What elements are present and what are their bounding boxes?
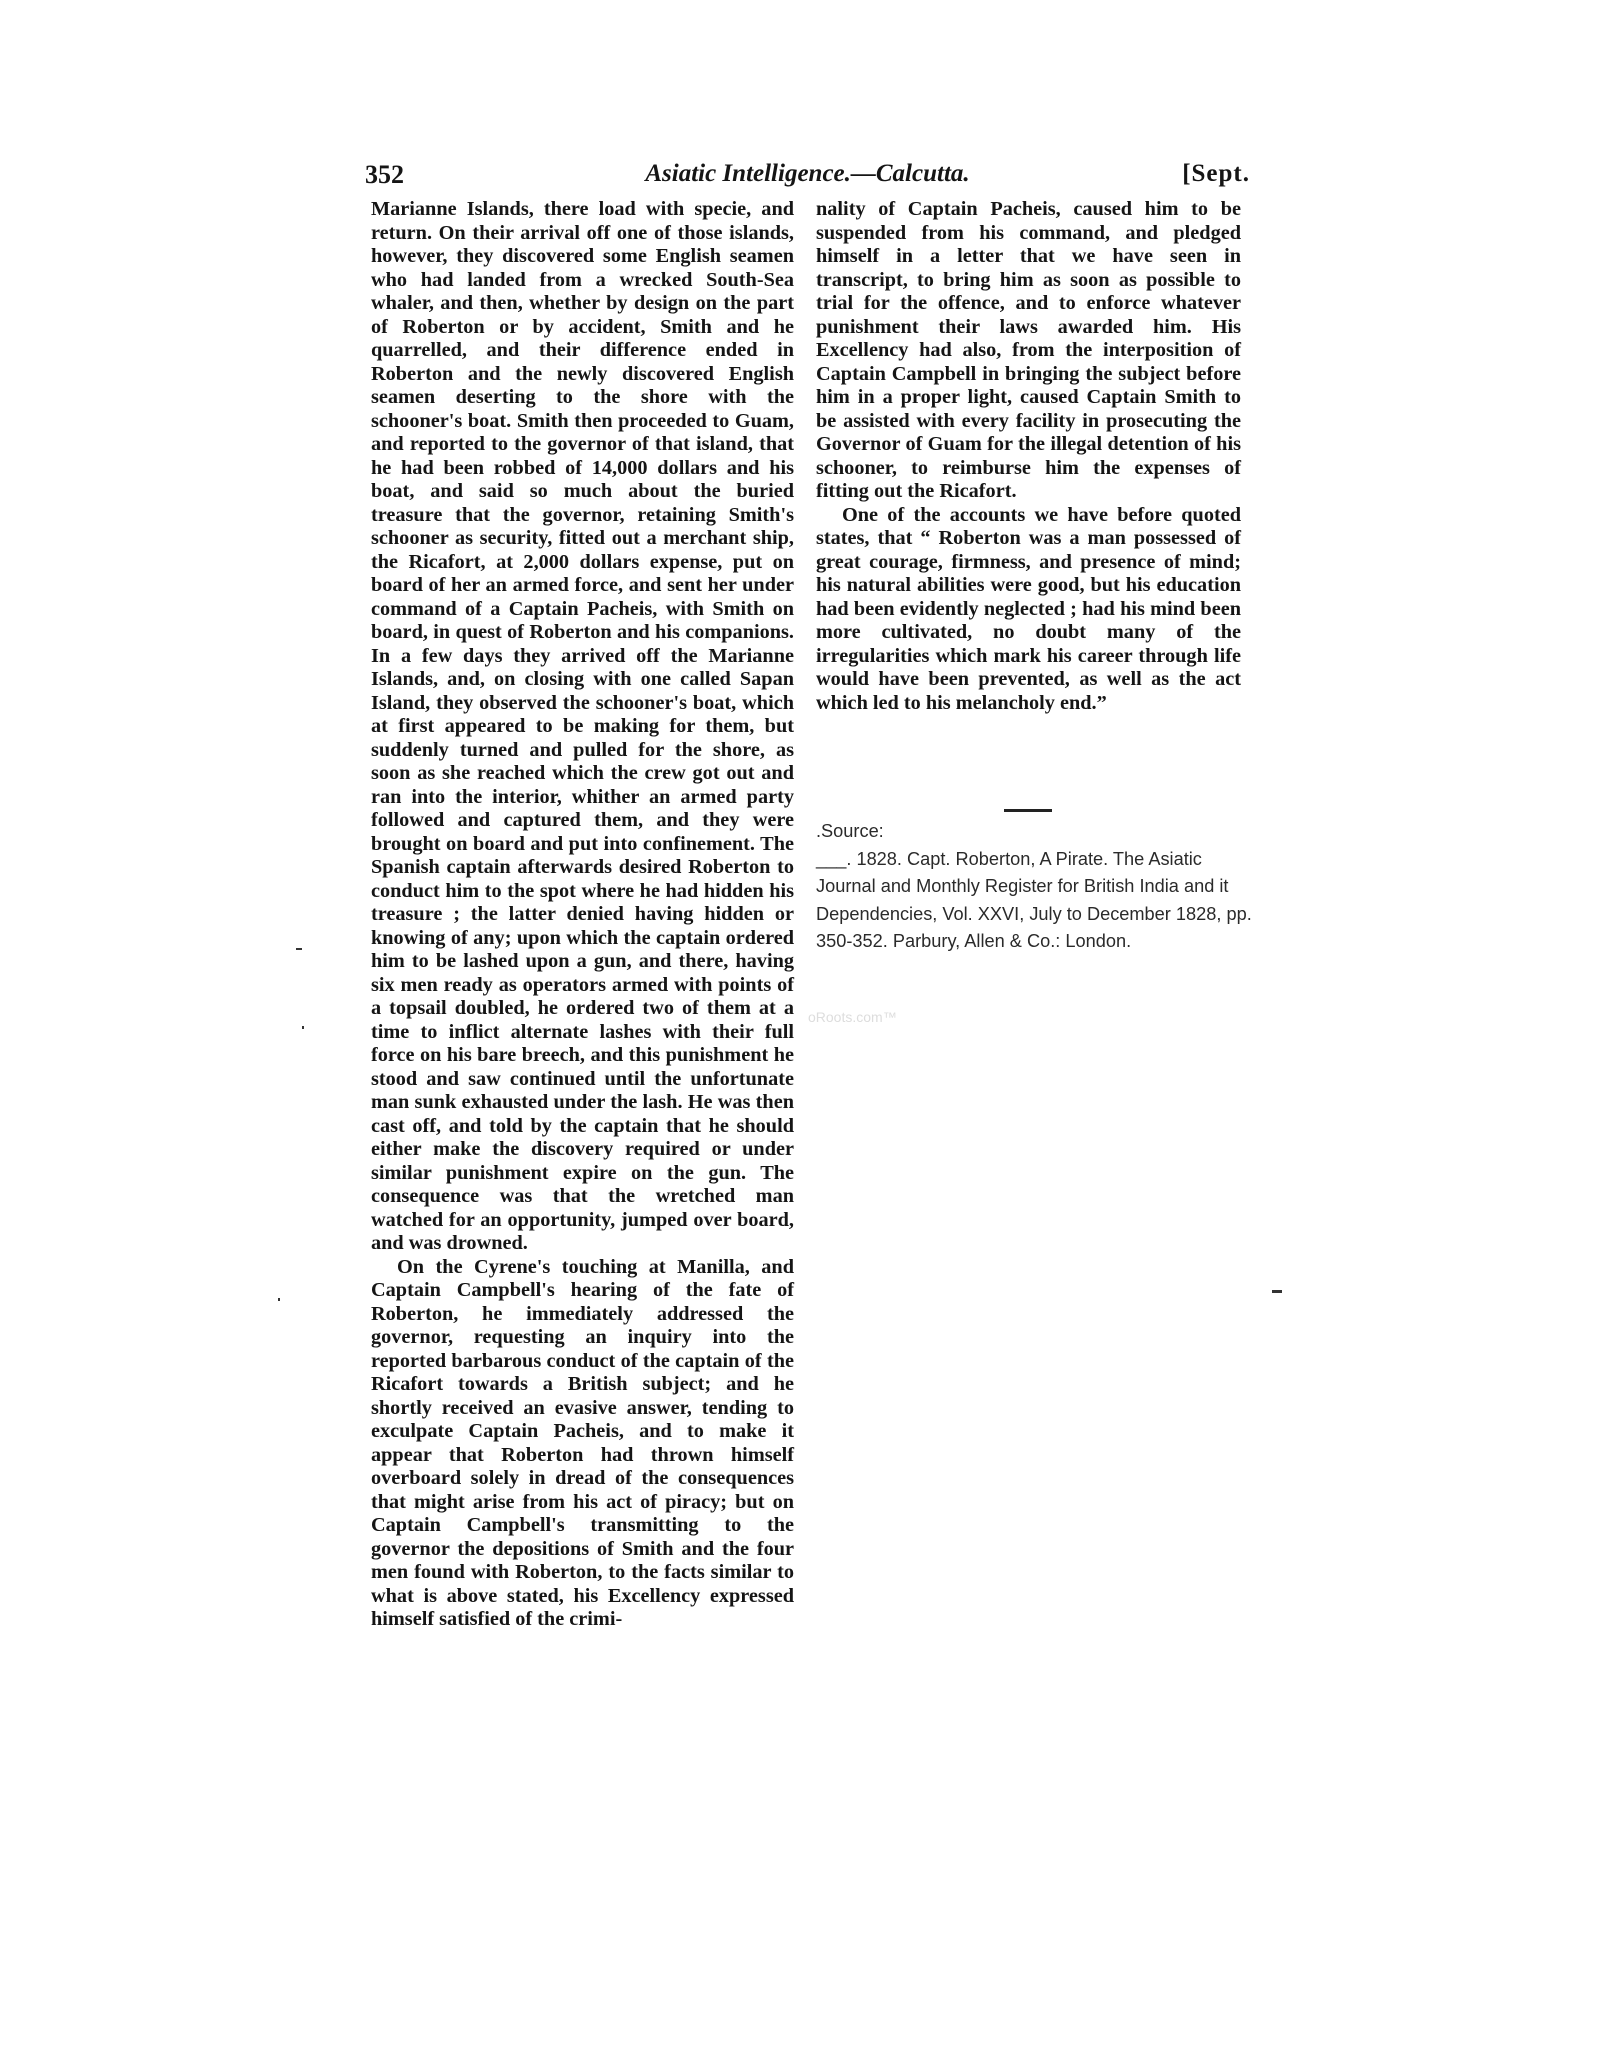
scan-speck <box>296 948 302 950</box>
left-column <box>371 198 794 1632</box>
source-citation: ___. 1828. Capt. Roberton, A Pirate. The Asiatic Journal and Monthly Register for British India and it Dependencies, Vol. XXVI, July to December 1828, pp. 350-352. Parbury, Allen & Co.: London. <box>816 848 1252 951</box>
scan-speck <box>302 1026 304 1029</box>
paragraph: Marianne Islands, there load with specie, and return. On their arrival off one of those islands, however, they discovered some English seamen who had landed from a wrecked South-Sea whaler, and then, whether by design on the part of Roberton or by accident, Smith and he quarrelled, and their difference ended in Roberton and the newly discovered English seamen deserting to the shore with the schooner's boat. Smith then proceeded to Guam, and reported to the governor of that island, that he had been robbed of 14,000 dollars and his boat, and said so much about the buried treasure that the governor, retaining Smith's schooner as security, fitted out a merchant ship, the Ricafort, at 2,000 dollars expense, put on board of her an armed force, and sent her under command of a Captain Pacheis, with Smith on board, in quest of Roberton and his companions. In a few days they arrived off the Marianne Islands, and, on closing with one called Sapan Island, they observed the schooner's boat, which at first appeared to be making for them, but suddenly turned and pulled for the shore, as soon as she reached which the crew got out and ran into the interior, whither an armed party followed and captured them, and they were brought on board and put into confinement. The Spanish captain afterwards desired Roberton to conduct him to the spot where he had hidden his treasure ; the latter denied having hidden or knowing of any; upon which the captain ordered him to be lashed upon a gun, and there, having six men ready as operators armed with points of a topsail doubled, he ordered two of them at a time to inflict alternate lashes with their full force on his bare breech, and this punishment he stood and saw continued until the unfortunate man sunk exhausted under the lash. He was then cast off, and told by the captain that he should either make the discovery required or under similar punishment expire on the gun. The consequence was that the wretched man watched for an opportunity, jumped over board, and was drowned. <box>371 198 794 1254</box>
page-number: 352 <box>365 160 404 189</box>
right-column <box>816 198 1241 715</box>
running-header <box>365 160 1250 194</box>
paragraph: One of the accounts we have before quoted states, that “ Roberton was a man possessed of great courage, firmness, and presence of mind; his natural abilities were good, but his education had been evidently neglected ; had his mind been more cultivated, no doubt many of the irregularities which mark his career through life would have been prevented, as well as the act which led to his melancholy end.” <box>816 503 1241 714</box>
watermark: oRoots.com™ <box>808 1009 897 1025</box>
scan-speck <box>278 1298 280 1301</box>
scan-speck <box>1272 1290 1282 1293</box>
paragraph: On the Cyrene's touching at Manilla, and Captain Campbell's hearing of the fate of Roberton, he immediately addressed the governor, requesting an inquiry into the reported barbarous conduct of the captain of the Ricafort towards a British subject; and he shortly received an evasive answer, tending to exculpate Captain Pacheis, and to make it appear that Roberton had thrown himself overboard solely in dread of the consequences that might arise from his act of piracy; but on Captain Campbell's transmitting to the governor the depositions of Smith and the four men found with Roberton, to the facts similar to what is above stated, his Excellency expressed himself satisfied of the crimi- <box>371 1255 794 1630</box>
paragraph: nality of Captain Pacheis, caused him to be suspended from his command, and pledged himself in a letter that we have seen in transcript, to bring him as soon as possible to trial for the offence, and to enforce whatever punishment their laws awarded him. His Excellency had also, from the interposition of Captain Campbell in bringing the subject before him in a proper light, caused Captain Smith to be assisted with every facility in prosecuting the Governor of Guam for the illegal detention of his schooner, to reimburse him the expenses of fitting out the Ricafort. <box>816 198 1241 502</box>
section-divider <box>1004 809 1052 812</box>
running-title: Asiatic Intelligence.—Calcutta. <box>645 160 970 187</box>
running-month: [Sept. <box>1182 160 1250 187</box>
source-note <box>816 818 1254 956</box>
source-label: .Source: <box>816 821 884 841</box>
